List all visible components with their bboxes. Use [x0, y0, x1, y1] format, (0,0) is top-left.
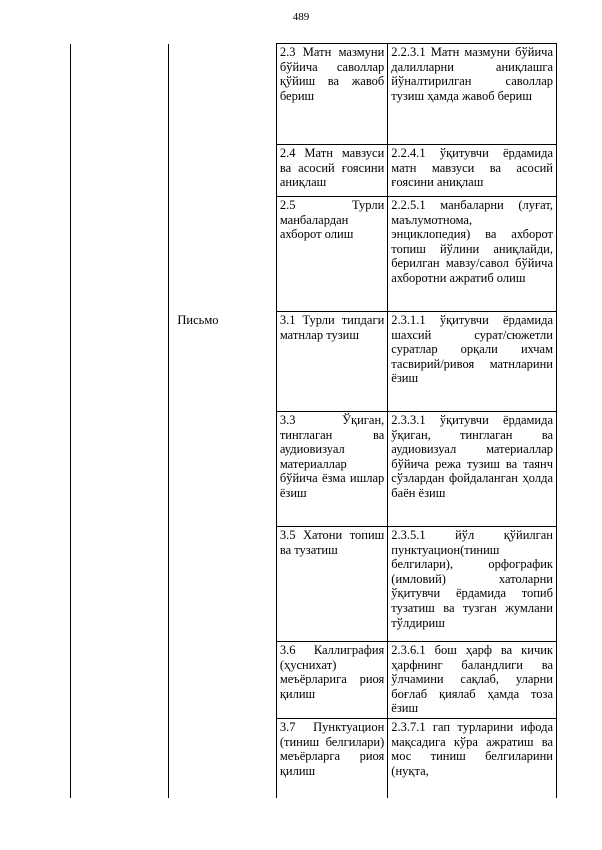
- page-number: 489: [292, 11, 310, 23]
- indicator-cell: 2.3.1.1 ўқитувчи ёрдамида шахсий сурат/сюжетли суратлар орқали ихчам тасвирий/ривоя матнларини ёзиш: [388, 312, 557, 412]
- empty-cell: [71, 44, 169, 312]
- criterion-cell: 2.5 Турли манбалардан ахборот олиш: [276, 197, 387, 312]
- section-cell: [169, 44, 276, 312]
- table-row: [71, 44, 557, 145]
- criterion-cell: 3.6 Каллиграфия (ҳуснихат) меъёрларига риоя қилиш: [276, 642, 387, 719]
- curriculum-table: [70, 43, 557, 798]
- criterion-cell: 2.3 Матн мазмуни бўйича саволлар қўйиш ва жавоб бериш: [276, 44, 387, 145]
- criterion-cell: 2.4 Матн мавзуси ва асосий ғоясини аниқлаш: [276, 145, 387, 197]
- section-label: Письмо: [169, 312, 276, 798]
- criterion-cell: 3.5 Хатони топиш ва тузатиш: [276, 527, 387, 642]
- indicator-cell: 2.2.5.1 манбаларни (луғат, маълумотнома, энциклопедия) ва ахборот топиш йўлини аниқлайди, берилган мавзу/савол бўйича ахборотни ажратиб олиш: [388, 197, 557, 312]
- criterion-cell: 3.7 Пунктуацион (тиниш белгилари) меъёрларга риоя қилиш: [276, 718, 387, 798]
- table-row: [71, 312, 557, 412]
- criterion-cell: 3.1 Турли типдаги матнлар тузиш: [276, 312, 387, 412]
- indicator-cell: 2.2.4.1 ўқитувчи ёрдамида матн мавзуси ва асосий ғоясини аниқлаш: [388, 145, 557, 197]
- indicator-cell: 2.3.7.1 гап турларини ифода мақсадига кўра ажратиш ва мос тиниш белгиларини (нуқта,: [388, 718, 557, 798]
- indicator-cell: 2.3.3.1 ўқитувчи ёрдамида ўқиган, тинглаган ва аудиовизуал материаллар бўйича режа тузиш ва таянч сўзлардан фойдаланган ҳолда баён ёзиш: [388, 412, 557, 527]
- indicator-cell: 2.3.5.1 йўл қўйилган пунктуацион(тиниш белгилари), орфографик (имловий) хатоларни ўқитувчи ёрдамида топиб тузатиш ва тузган жумлани тўлдириш: [388, 527, 557, 642]
- indicator-cell: 2.2.3.1 Матн мазмуни бўйича далилларни аниқлашга йўналтирилган саволлар тузиш ҳамда жавоб бериш: [388, 44, 557, 145]
- empty-cell: [71, 312, 169, 798]
- indicator-cell: 2.3.6.1 бош ҳарф ва кичик ҳарфнинг баландлиги ва ўлчамини сақлаб, уларни боғлаб қиялаб ҳамда тоза ёзиш: [388, 642, 557, 719]
- criterion-cell: 3.3 Ўқиган, тинглаган ва аудиовизуал материаллар бўйича ёзма ишлар ёзиш: [276, 412, 387, 527]
